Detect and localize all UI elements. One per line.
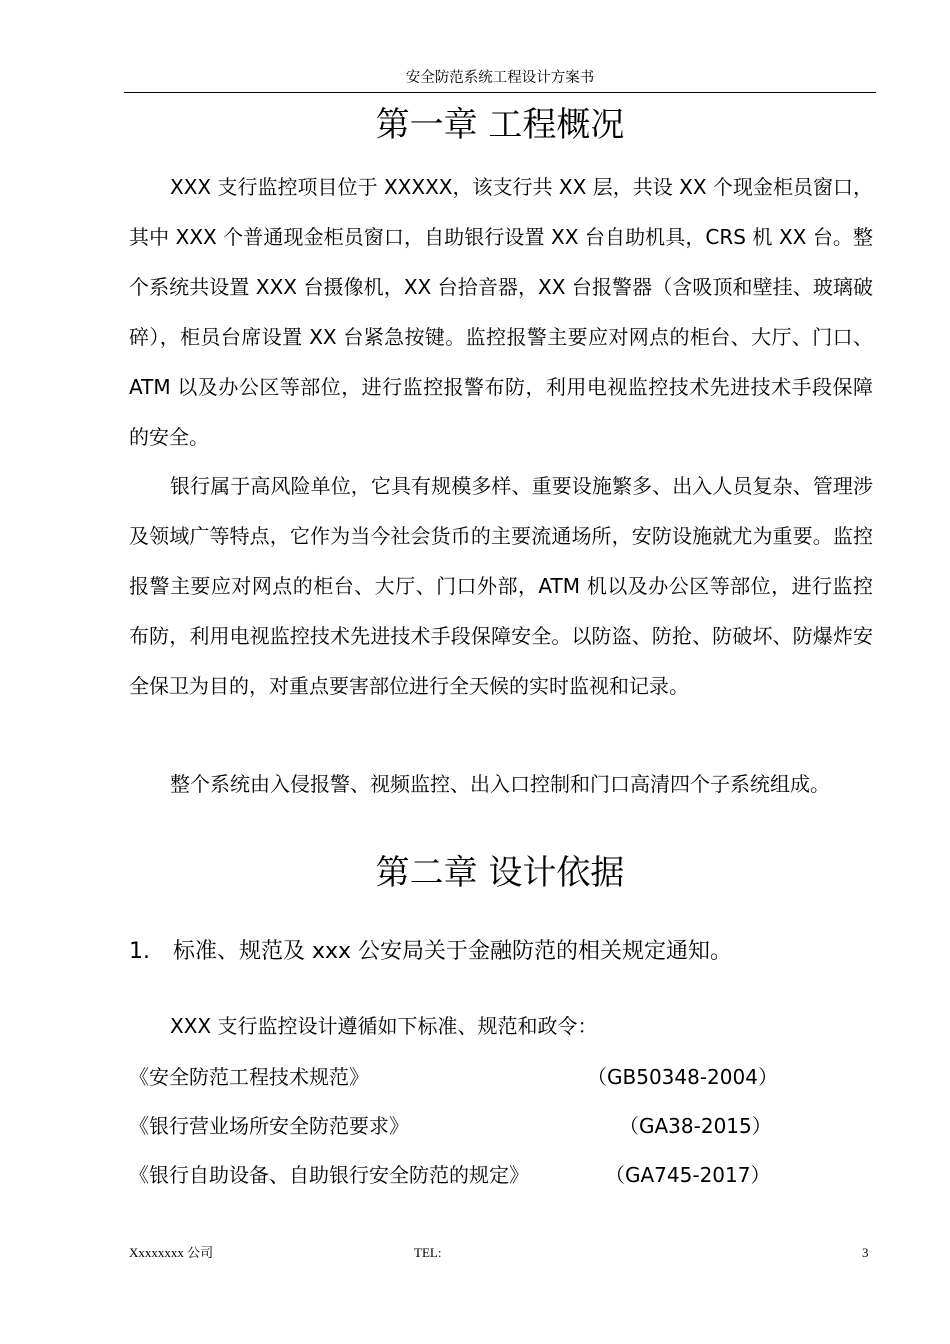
standard-code: （GB50348-2004） bbox=[587, 1065, 778, 1089]
overview-paragraph-2: 银行属于高风险单位，它具有规模多样、重要设施繁多、出入人员复杂、管理涉及领域广等特点，它作为当今社会货币的主要流通场所，安防设施就尤为重要。监控报警主要应对网点的柜台、大厅、门口外部，ATM 机以及办公区等部位，进行监控布防，利用电视监控技术先进技术手段保障安全。以防盗、防抢、防破坏、防爆炸安全保卫为目的，对重点要害部位进行全天候的实时监视和记录。 bbox=[129, 474, 873, 698]
document-title: 安全防范系统工程设计方案书 bbox=[405, 70, 595, 86]
standard-name: 《安全防范工程技术规范》 bbox=[129, 1065, 369, 1089]
overview-paragraph-1: XXX 支行监控项目位于 XXXXX，该支行共 XX 层，共设 XX 个现金柜员窗口，其中 XXX 个普通现金柜员窗口，自助银行设置 XX 台自助机具，CRS 机 XX 台。整个系统共设置 XXX 台摄像机，XX 台拾音器，XX 台报警器（含吸顶和壁挂、玻璃破碎），柜员台席设置 XX 台紧急按键。监控报警主要应对网点的柜台、大厅、门口、ATM 以及办公区等部位，进行监控报警布防，利用电视监控技术先进技术手段保障的安全。 bbox=[129, 175, 873, 449]
standard-row bbox=[129, 1057, 879, 1097]
footer-company: Xxxxxxxx 公司 bbox=[129, 1245, 214, 1260]
standard-code: （GA745-2017） bbox=[605, 1163, 771, 1187]
chapter-1-title: 第一章 工程概况 bbox=[375, 105, 625, 145]
section-heading bbox=[129, 932, 873, 972]
standard-name: 《银行营业场所安全防范要求》 bbox=[129, 1114, 409, 1138]
section-title: 标准、规范及 xxx 公安局关于金融防范的相关规定通知。 bbox=[173, 939, 733, 964]
footer-tel: TEL: bbox=[414, 1245, 442, 1260]
section-number: 1. bbox=[129, 939, 150, 964]
standard-code: （GA38-2015） bbox=[619, 1114, 772, 1138]
header-divider bbox=[124, 92, 876, 93]
page-number: 3 bbox=[862, 1245, 869, 1260]
overview-paragraph-3: 整个系统由入侵报警、视频监控、出入口控制和门口高清四个子系统组成。 bbox=[170, 772, 830, 796]
standards-intro: XXX 支行监控设计遵循如下标准、规范和政令： bbox=[170, 1014, 598, 1038]
chapter-2-title: 第二章 设计依据 bbox=[375, 853, 625, 893]
standard-row bbox=[129, 1155, 879, 1195]
standard-name: 《银行自助设备、自助银行安全防范的规定》 bbox=[129, 1163, 529, 1187]
standard-row bbox=[129, 1106, 879, 1146]
